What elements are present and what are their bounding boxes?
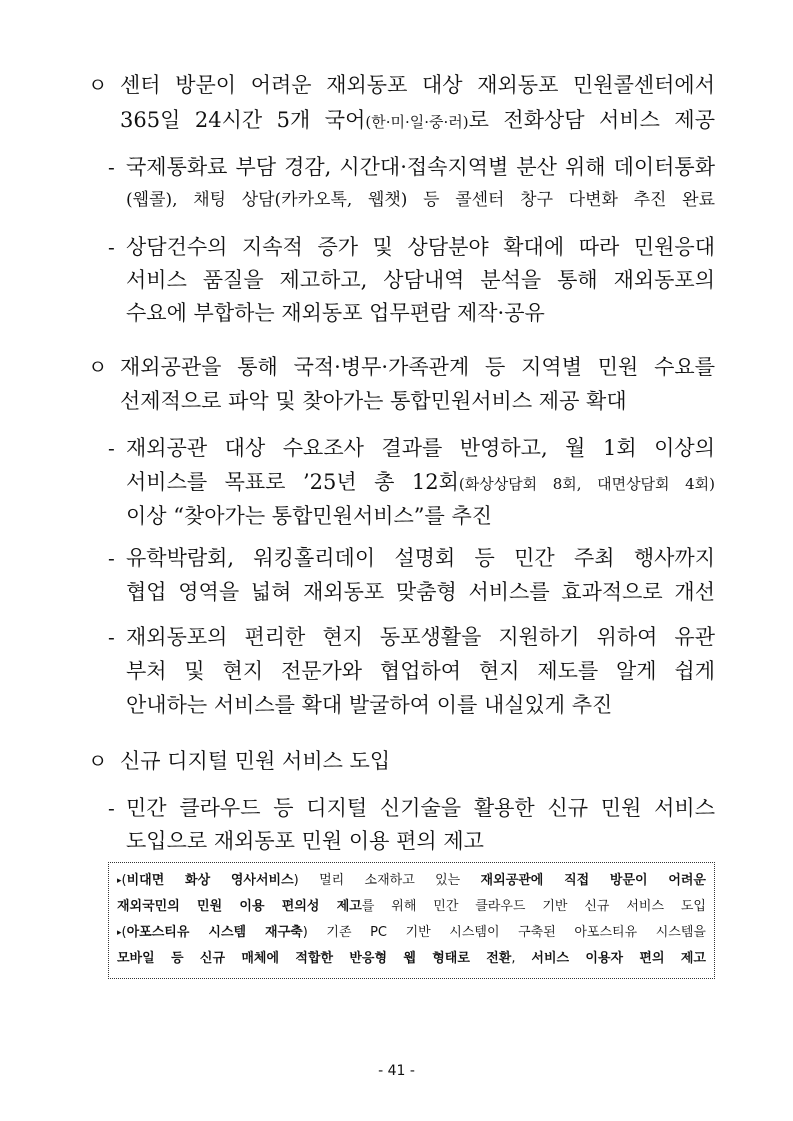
paragraph-line: 선제적으로 파악 및 찾아가는 통합민원서비스 제공 확대 <box>120 389 627 413</box>
bullet-dash: - <box>108 235 115 259</box>
bullet-line: 수요에 부합하는 재외동포 업무편람 제작·공유 <box>126 301 545 325</box>
section-marker: ㅇ <box>88 355 108 379</box>
triangle-bullet-icon: ▸ <box>117 876 122 886</box>
bullet-dash: - <box>108 155 115 179</box>
note-box <box>108 862 715 979</box>
paragraph-line: 365일 24시간 5개 국어(한·미·일·중·러)로 전화상담 서비스 제공 <box>120 108 715 132</box>
bullet-line: 유학박람회, 워킹홀리데이 설명회 등 민간 주최 행사까지 <box>126 546 715 570</box>
bullet-line: (웹콜), 채팅 상담(카카오톡, 웹챗) 등 콜센터 창구 다변화 추진 완료 <box>126 190 715 210</box>
bullet-line: 국제통화료 부담 경감, 시간대·접속지역별 분산 위해 데이터통화 <box>126 155 715 179</box>
bullet-dash: - <box>108 796 115 820</box>
bullet-line: 서비스 품질을 제고하고, 상담내역 분석을 통해 재외동포의 <box>126 268 715 292</box>
bullet-line: 부처 및 현지 전문가와 협업하여 현지 제도를 알게 쉽게 <box>126 659 715 683</box>
bullet-dash: - <box>108 625 115 649</box>
paragraph-line: 센터 방문이 어려운 재외동포 대상 재외동포 민원콜센터에서 <box>120 73 715 97</box>
bullet-line: 협업 영역을 넓혀 재외동포 맞춤형 서비스를 효과적으로 개선 <box>126 580 715 604</box>
bullet-line: 민간 클라우드 등 디지털 신기술을 활용한 신규 민원 서비스 <box>126 796 715 820</box>
section-marker: ㅇ <box>88 73 108 97</box>
bullet-dash: - <box>108 546 115 570</box>
note-line: ▸(비대면 화상 영사서비스) 멀리 소재하고 있는 재외공관에 직접 방문이 어려운 <box>117 873 706 888</box>
bullet-dash: - <box>108 436 115 460</box>
triangle-bullet-icon: ▸ <box>117 928 122 938</box>
bullet-line: 도입으로 재외동포 민원 이용 편의 제고 <box>126 829 484 853</box>
paragraph-line: 재외공관을 통해 국적·병무·가족관계 등 지역별 민원 수요를 <box>120 355 715 379</box>
bullet-line: 안내하는 서비스를 확대 발굴하여 이를 내실있게 추진 <box>126 693 613 717</box>
paragraph-line: 신규 디지털 민원 서비스 도입 <box>120 749 391 773</box>
page-number: - 41 - <box>378 1063 415 1079</box>
bullet-line: 이상 “찾아가는 통합민원서비스”를 추진 <box>126 504 493 528</box>
bullet-line: 재외공관 대상 수요조사 결과를 반영하고, 월 1회 이상의 <box>126 436 715 460</box>
bullet-line: 재외동포의 편리한 현지 동포생활을 지원하기 위하여 유관 <box>126 625 715 649</box>
bullet-line: 상담건수의 지속적 증가 및 상담분야 확대에 따라 민원응대 <box>126 235 715 259</box>
note-line: 모바일 등 신규 매체에 적합한 반응형 웹 형태로 전환, 서비스 이용자 편의 제고 <box>117 951 706 966</box>
section-marker: ㅇ <box>88 749 108 773</box>
note-line: 재외국민의 민원 이용 편의성 제고를 위해 민간 클라우드 기반 신규 서비스 도입 <box>117 899 706 914</box>
note-line: ▸(아포스티유 시스템 재구축) 기존 PC 기반 시스템이 구축된 아포스티유 시스템을 <box>117 925 706 940</box>
bullet-line: 서비스를 목표로 ’25년 총 12회(화상상담회 8회, 대면상담회 4회) <box>126 470 715 494</box>
